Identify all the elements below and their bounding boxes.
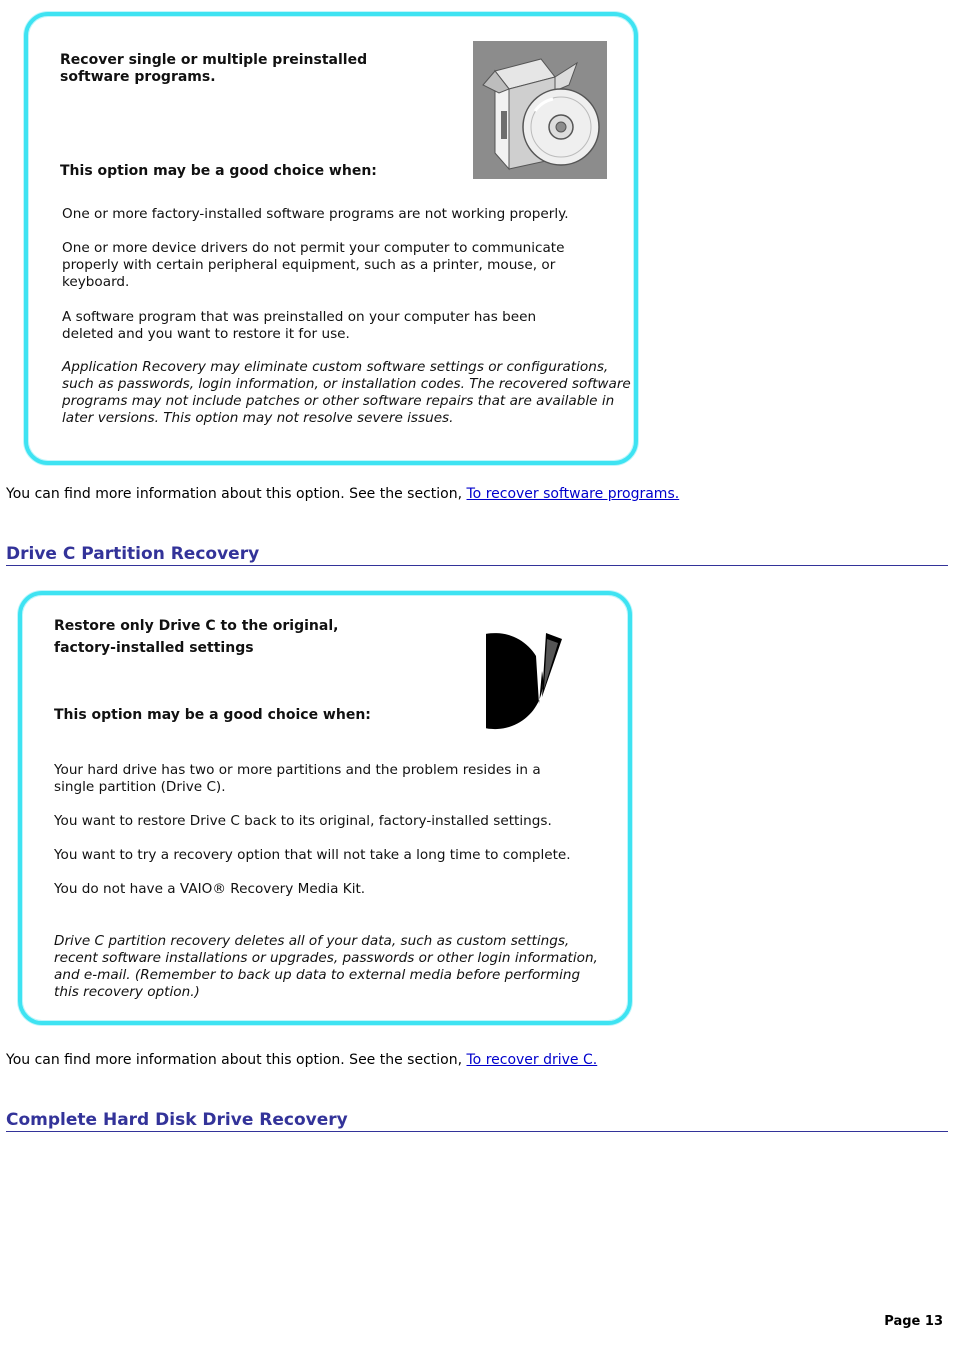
callout-title-line: Restore only Drive C to the original, [54, 618, 339, 634]
more-info-text-1 [6, 486, 679, 503]
callout-point: You want to try a recovery option that will not take a long time to complete. [54, 847, 571, 863]
callout-point: One or more device drivers do not permit your computer to communicate properly with certain peripheral equipment, such as a printer, mouse, or keyboard. [62, 240, 565, 290]
software-recovery-callout [24, 12, 638, 465]
callout-subtitle: This option may be a good choice when: [60, 163, 377, 179]
callout-title [54, 615, 338, 659]
callout-title-line: Recover single or multiple preinstalled [60, 52, 368, 68]
callout-subtitle: This option may be a good choice when: [54, 707, 371, 723]
callout-point: You do not have a VAIO® Recovery Media Kit. [54, 881, 366, 897]
more-info-sentence: You can find more information about this option. See the section, [6, 486, 467, 502]
heading-complete-hard-disk-drive-recovery: Complete Hard Disk Drive Recovery [6, 1110, 948, 1132]
callout-note: Drive C partition recovery deletes all of your data, such as custom settings, recent software installations or upgrades, passwords or other login information, and e-mail. (Remember to back up data to external media before performing this recovery option.) [54, 933, 598, 1000]
pie-partition-icon [486, 629, 592, 753]
heading-drive-c-partition-recovery: Drive C Partition Recovery [6, 544, 948, 566]
page-number: Page 13 [884, 1314, 943, 1329]
recover-software-link[interactable]: To recover software programs. [466, 486, 680, 502]
more-info-text-2 [6, 1052, 597, 1069]
software-box-cd-icon [473, 41, 607, 179]
callout-title-line: factory-installed settings [54, 640, 254, 656]
drive-c-recovery-callout [18, 591, 632, 1025]
recover-drive-c-link[interactable]: To recover drive C. [466, 1052, 598, 1068]
callout-title [60, 52, 367, 86]
callout-point: Your hard drive has two or more partitions and the problem resides in a single partition (Drive C). [54, 762, 541, 795]
callout-point: A software program that was preinstalled on your computer has been deleted and you want to restore it for use. [62, 309, 537, 342]
more-info-sentence: You can find more information about this option. See the section, [6, 1052, 467, 1068]
callout-title-line: software programs. [60, 69, 216, 85]
callout-point: You want to restore Drive C back to its original, factory-installed settings. [54, 813, 552, 829]
callout-note: Application Recovery may eliminate custom software settings or configurations, such as passwords, login information, or installation codes. The recovered software programs may not include patches or other software repairs that are available in later versions. This option may not resolve severe issues. [62, 359, 631, 426]
callout-point: One or more factory-installed software programs are not working properly. [62, 206, 569, 222]
